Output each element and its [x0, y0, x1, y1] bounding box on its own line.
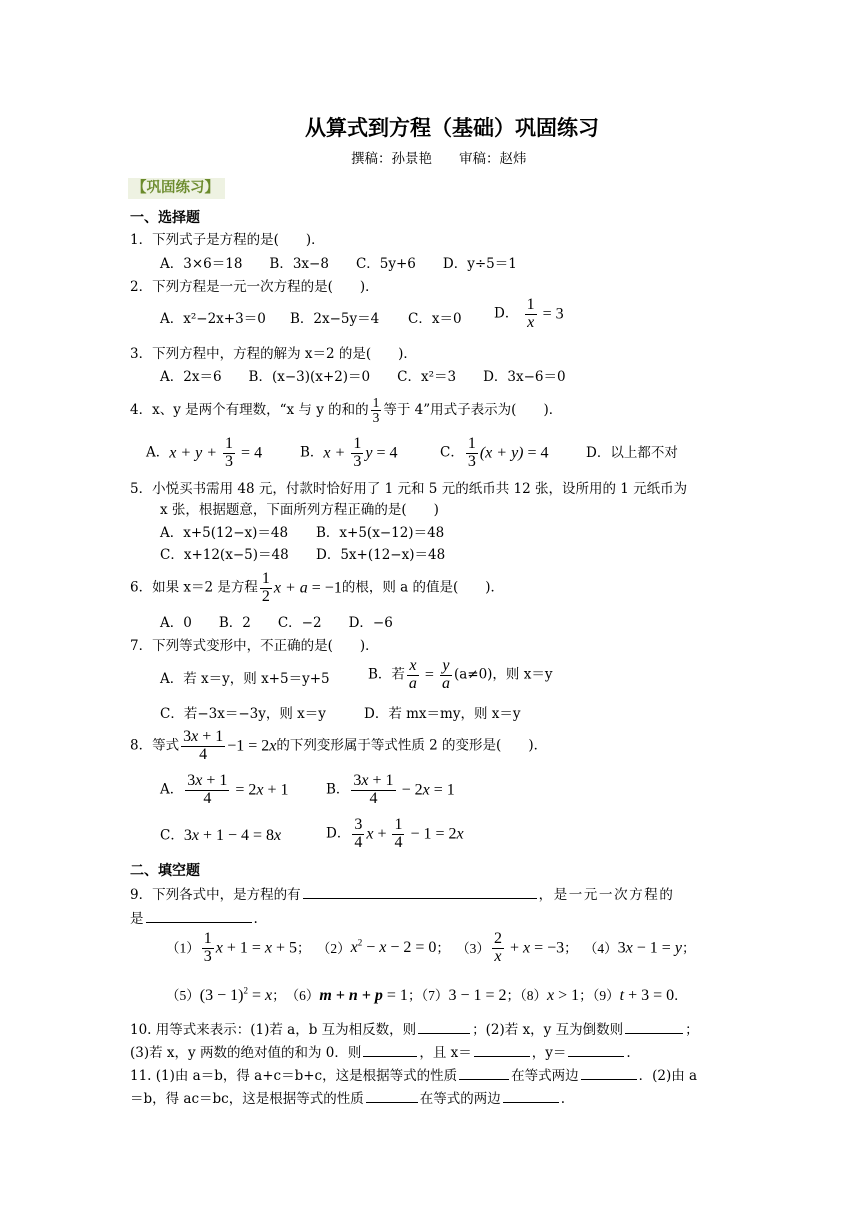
q8-option-c: C．3x + 1 − 4 = 8x [160, 827, 282, 844]
q2-option-d: D． $\frac{1}{x}$ = 3 [494, 296, 564, 331]
page-title: 从算式到方程（基础）巩固练习 [305, 115, 599, 140]
q7-option-c: C．若−3x＝−3y，则 x＝y [160, 706, 326, 722]
q3-options: A．2x＝6 B．(x−3)(x+2)＝0 C．x²＝3 D．3x−6＝0 [160, 369, 566, 385]
q1-stem: 1．下列式子是方程的是( )． [130, 232, 325, 248]
q7-option-a: A．若 x＝y，则 x+5＝y+5 [160, 671, 330, 687]
q7-option-d: D．若 mx＝my，则 x＝y [364, 706, 521, 722]
q11-blank-4[interactable] [503, 1101, 559, 1103]
q2-option-c: C．x＝0 [408, 311, 462, 327]
q10-blank-4[interactable] [474, 1055, 530, 1057]
q4-option-b: B．x + $\frac{1}{3}$ y = 4 [300, 435, 398, 470]
q10-line1: 10. 用等式来表示：(1)若 a，b 互为相反数，则 ；(2)若 x，y 互为倒数则 ； [130, 1022, 699, 1038]
q10-blank-5[interactable] [568, 1055, 624, 1057]
q2-stem: 2．下列方程是一元一次方程的是( )． [130, 279, 379, 295]
q8-option-d: D． $\frac{3}{4}$ x + $\frac{1}{4}$ − 1 = 2x [326, 816, 464, 851]
q6-stem: 6．如果 x＝2 是方程 $\frac{1}{2}$ x + a = −1的根，则 a 的值是( )． [130, 570, 504, 605]
q7-option-b: B．若 $\frac{x}{a}$ = $\frac{y}{a}$ (a≠0)，则 x＝y [368, 657, 553, 692]
q10-blank-2[interactable] [625, 1032, 683, 1034]
q8-option-a: A． $\frac{3x + 1}{4}$ = 2x + 1 [160, 772, 289, 807]
q8-option-b: B． $\frac{3x + 1}{4}$ − 2x = 1 [326, 772, 455, 807]
q4-option-d: D．以上都不对 [586, 445, 678, 461]
q1-options: A．3×6＝18 B．3x−8 C．5y+6 D．y÷5＝1 [160, 256, 517, 272]
q7-stem: 7．下列等式变形中，不正确的是( )． [130, 638, 379, 654]
q5-stem-line2: x 张，根据题意，下面所列方程正确的是( ) [160, 502, 439, 518]
q9-line2: 是 . [130, 911, 258, 927]
q4-stem: 4．x、y 是两个有理数，“x 与 y 的和的 $\frac{1}{3}$ 等于 4”用式子表示为( )． [130, 395, 563, 426]
q5-option-d: D．5x+(12−x)＝48 [316, 547, 446, 563]
q11-blank-1[interactable] [459, 1078, 509, 1080]
q3-stem: 3．下列方程中，方程的解为 x＝2 的是( )． [130, 346, 417, 362]
section-choice-heading: 一、选择题 [130, 210, 200, 226]
q5-option-c: C．x+12(x−5)＝48 [160, 547, 289, 563]
q4-option-a: A．x + y + $\frac{1}{3}$ = 4 [146, 435, 263, 470]
q11-blank-3[interactable] [366, 1101, 418, 1103]
q5-option-b: B．x+5(x−12)＝48 [316, 525, 445, 541]
q5-option-a: A．x+5(12−x)＝48 [160, 525, 289, 541]
section-fill-heading: 二、填空题 [130, 863, 200, 879]
q5-stem-line1: 5．小悦买书需用 48 元，付款时恰好用了 1 元和 5 元的纸币共 12 张，设所用的 1 元纸币为 [130, 481, 688, 497]
q4-option-c: C． $\frac{1}{3}$ (x + y) = 4 [440, 435, 549, 470]
q11-blank-2[interactable] [581, 1078, 637, 1080]
q6-options: A．0 B．2 C．−2 D．−6 [160, 615, 393, 631]
q9-blank-1[interactable] [303, 897, 537, 899]
q9-expr-row2: $(5)(3 - 1)^2 = x$； （6）m + n + p = 1；（7）3 − 1 = 2；（8）x > 1；（9）t + 3 = 0． [166, 985, 688, 1004]
q2-option-a: A．x²−2x+3＝0 [160, 311, 266, 327]
section-tag: 【巩固练习】 [128, 178, 225, 199]
q9-blank-2[interactable] [146, 921, 252, 923]
q10-blank-1[interactable] [418, 1032, 470, 1034]
q11-line1: 11. (1)由 a＝b，得 a+c＝b+c，这是根据等式的性质 在等式两边 ．(2)由 a [130, 1068, 698, 1084]
q9-expr-row1: （1） $\frac{1}{3}$ x + 1 = x + 5； $(2)x^2 - x - 2 = 0$； （3） $\frac{2}{x}$ + x = −3； （4）3x − 1 = y； [166, 930, 696, 965]
q10-blank-3[interactable] [363, 1055, 417, 1057]
q11-line2: ＝b，得 ac＝bc，这是根据等式的性质 在等式的两边 . [130, 1091, 566, 1107]
author-line: 撰稿：孙景艳 审稿：赵炜 [351, 151, 527, 167]
q8-stem: 8．等式 $\frac{3x + 1}{4}$ −1 = 2x的下列变形属于等式性质 2 的变形是( )． [130, 728, 548, 763]
q9-line1: 9．下列各式中，是方程的有 ，是一元一次方程的 [130, 887, 675, 903]
q2-option-b: B．2x−5y＝4 [290, 311, 380, 327]
q10-line2: (3)若 x，y 两数的绝对值的和为 0．则 ，且 x＝ ，y＝ . [130, 1045, 631, 1061]
